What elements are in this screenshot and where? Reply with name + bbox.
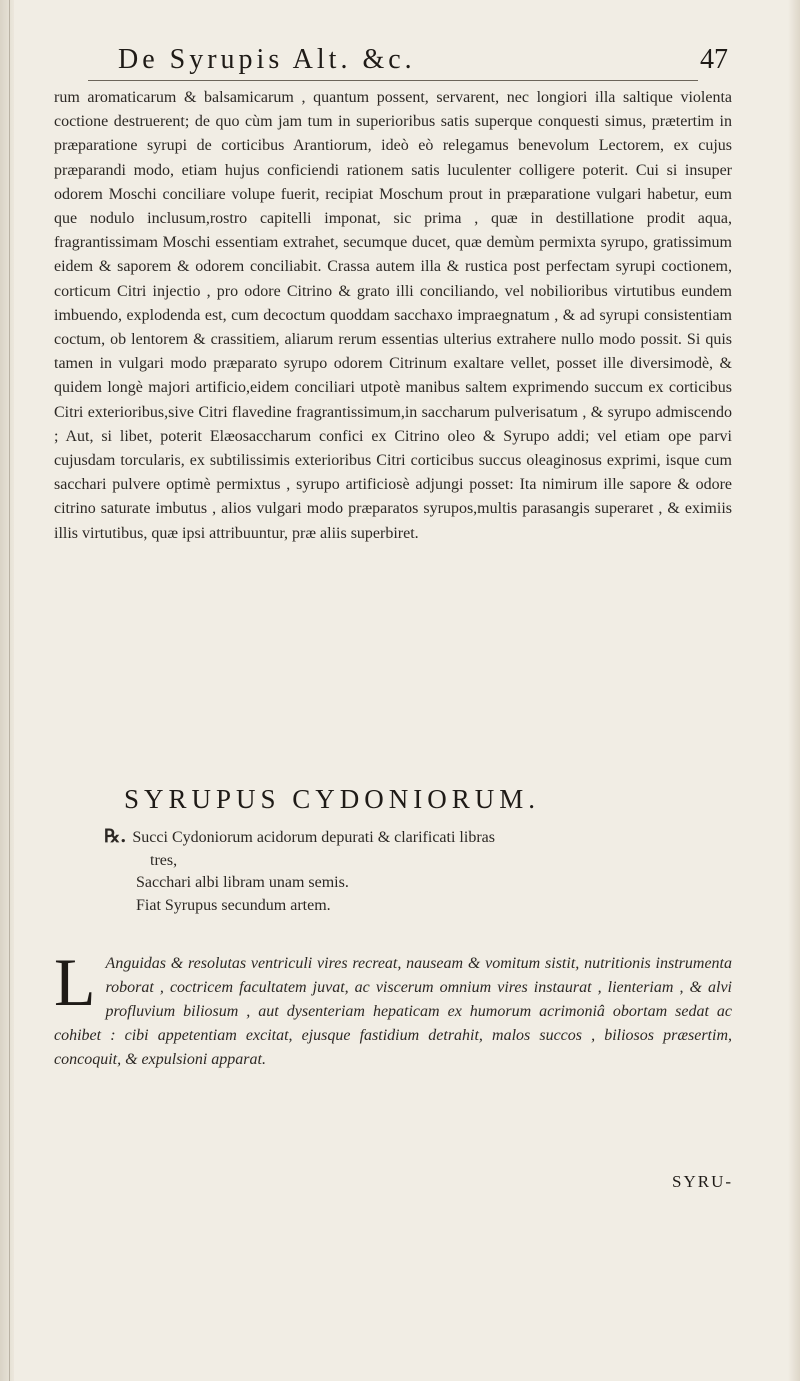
recipe-line-2: tres, — [150, 851, 178, 869]
recipe-line-3: Sacchari albi libram unam semis. — [136, 874, 349, 891]
body-text — [54, 86, 732, 546]
recipe-line-1-text: Succi Cydoniorum acidorum depurati & clarificati libras — [132, 829, 495, 846]
recipe — [104, 826, 664, 917]
recipe-line-1 — [104, 826, 664, 850]
running-head: De Syrupis Alt. &c. — [118, 44, 416, 75]
virtues-paragraph — [54, 944, 732, 1072]
recipe-symbol: ℞. — [104, 826, 127, 847]
catchword: SYRU- — [672, 1172, 734, 1191]
page-header — [88, 38, 728, 84]
left-page-edge — [0, 0, 14, 1381]
body-paragraph: rum aromaticarum & balsamicarum , quantum possent, servarent, nec longiori illa saltique violenta coctione destruerent; de quo cùm jam tum in superioribus satis superque conquesti simus, prætertim in præparatione syrupi de corticibus Arantiorum, ideò eò relegamus benevolum Lectorem, ex cujus præparandi modo, etiam hujus conficiendi rationem satis luculenter colligere poterit. Cui si insuper odorem Moschi conciliare volupe fuerit, recipiat Moschum prout in præparatione vulgari habetur, eum que nodulo inclusum,rostro capitelli imponat, sic prima , quæ in destillatione prodit aqua, fragrantissimam Moschi essentiam extrahet, secumque ducet, quæ demùm permixta syrupo, gratissimum eidem & saporem & odorem conciliabit. Crassa autem illa & rustica post perfectam syrupi coctionem, corticum Citri injectio , pro odore Citrino & grato illi conciliando, vel nobilioribus virtutibus eundem imbuendo, explodenda est, cum decoctum quoddam sacchaxo impraegnatum , & ad syrupi consistentiam coctum, ob lentorem & crassitiem, aliarum rerum essentias ulterius extrahere nullo modo possit. Si quis tamen in vulgari modo præparato syrupo odorem Citrinum exaltare vellet, posset ille diversimodè, & quidem longè majori artificio,eidem conciliari utpotè manibus saltem exprimendo succum ex corticibus Citri exterioribus,sive Citri flavedine fragrantissimum,in saccharum pulverisatum , & syrupo admiscendo ; Aut, si libet, poterit Elæosaccharum confici ex Citrino oleo & Syrupo addi; vel etiam ope parvi cujusdam torcularis, ex subtilissimis exterioribus Citri corticibus succus oleaginosus exprimi, isque cum sacchari pulvere optimè permixtus , syrupo artificiosè adjungi posset: Ita nimirum ille sapore & odore citrino saturate imbutus , alios vulgari modo præparatos syrupos,multis parasangis superaret , & eximiis illis virtutibus, quæ ipsi attribuuntur, præ aliis superbiret. — [54, 89, 732, 542]
section-heading: SYRUPUS CYDONIORUM. — [124, 784, 541, 814]
header-rule — [88, 80, 698, 81]
recipe-line-4: Fiat Syrupus secundum artem. — [136, 896, 331, 914]
page-number: 47 — [700, 44, 728, 75]
right-page-edge — [788, 0, 800, 1381]
drop-cap: L — [54, 944, 96, 1020]
virtues-text: Anguidas & resolutas ventriculi vires recreat, nauseam & vomitum sistit, nutritionis instrumenta roborat , coctricem facultatem juvat, ac viscerum omnium vires instaurat , lienteriam , & alvi profluvium biliosum , aut dysenteriam hepaticam ex humorum acrimoniâ obortam sedat ac cohibet : cibi appetentiam excitat, ejusque fastidium detrahit, malos succos , biliosos præsertim, concoquit, & expulsioni apparat. — [54, 955, 732, 1068]
